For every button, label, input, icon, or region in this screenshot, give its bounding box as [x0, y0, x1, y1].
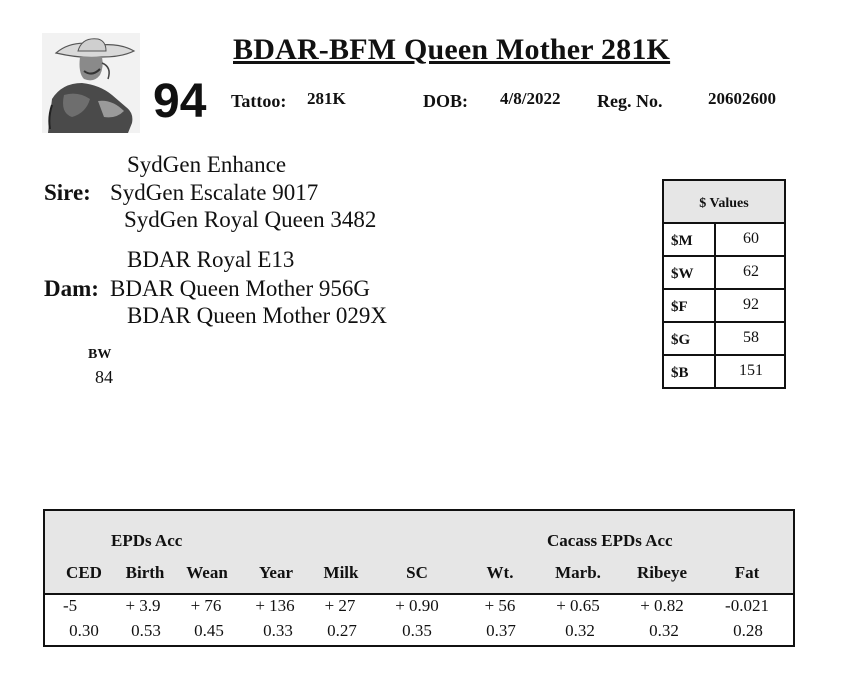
epd-group-label: EPDs Acc — [111, 531, 183, 550]
epd-value: + 56 — [484, 596, 516, 615]
col-header-ced: CED — [66, 563, 102, 582]
dollar-value-key: $B — [664, 356, 716, 387]
dollar-values-box — [662, 179, 786, 389]
dollar-value-key: $M — [664, 224, 716, 255]
acc-value: 0.53 — [131, 621, 161, 640]
dam-label: Dam: — [44, 276, 99, 301]
epd-value: + 136 — [255, 596, 295, 615]
acc-value: 0.28 — [733, 621, 763, 640]
dob-label: DOB: — [423, 91, 468, 111]
acc-value: 0.32 — [649, 621, 679, 640]
bw-value: 84 — [95, 367, 113, 387]
acc-value: 0.33 — [263, 621, 293, 640]
lot-number: 94 — [153, 75, 207, 128]
col-header-fat: Fat — [734, 563, 760, 582]
dollar-value-num: 60 — [743, 230, 759, 247]
col-header-year: Year — [259, 563, 293, 582]
animal-title: BDAR-BFM Queen Mother 281K — [233, 33, 671, 66]
reg-label: Reg. No. — [597, 91, 663, 111]
epd-value: -0.021 — [725, 596, 769, 615]
epd-value: -5 — [63, 596, 78, 615]
dam-sire: BDAR Royal E13 — [127, 247, 295, 272]
col-header-ribeye: Ribeye — [636, 563, 688, 582]
sire-sire: SydGen Enhance — [127, 152, 287, 177]
dollar-value-num: 58 — [743, 329, 759, 346]
dam-dam: BDAR Queen Mother 029X — [127, 303, 387, 328]
acc-value: 0.35 — [402, 621, 432, 640]
dollar-value-row — [664, 356, 784, 387]
dollar-value-num: 62 — [743, 263, 759, 280]
dollar-value-key: $F — [664, 290, 716, 321]
dam-name: BDAR Queen Mother 956G — [110, 276, 370, 301]
col-header-wean: Wean — [186, 563, 228, 582]
dollar-values-header: $ Values — [664, 181, 784, 224]
epd-table — [43, 509, 795, 647]
epd-value: + 27 — [324, 596, 356, 615]
dollar-value-row — [664, 323, 784, 356]
acc-value: 0.32 — [565, 621, 595, 640]
bw-label: BW — [88, 347, 112, 362]
epd-value: + 76 — [190, 596, 222, 615]
col-header-milk: Milk — [323, 563, 359, 582]
dollar-value-row — [664, 224, 784, 257]
dollar-value-num: 92 — [743, 296, 759, 313]
dob-value: 4/8/2022 — [500, 89, 561, 108]
col-header-sc: SC — [406, 563, 428, 582]
dollar-value-row — [664, 290, 784, 323]
acc-value: 0.37 — [486, 621, 516, 640]
reg-value: 20602600 — [708, 89, 776, 108]
acc-value: 0.45 — [194, 621, 224, 640]
epd-value: + 3.9 — [125, 596, 161, 615]
epd-value: + 0.82 — [640, 596, 684, 615]
col-header-marb: Marb. — [555, 563, 601, 582]
epd-value: + 0.90 — [395, 596, 439, 615]
dollar-value-row — [664, 257, 784, 290]
sire-name: SydGen Escalate 9017 — [110, 180, 319, 205]
dollar-value-key: $G — [664, 323, 716, 354]
cowboy-logo — [42, 33, 140, 133]
acc-value: 0.30 — [69, 621, 99, 640]
epd-value: + 0.65 — [556, 596, 600, 615]
sire-dam: SydGen Royal Queen 3482 — [124, 207, 377, 232]
acc-value: 0.27 — [327, 621, 357, 640]
sire-label: Sire: — [44, 180, 91, 205]
col-header-wt: Wt. — [486, 563, 514, 582]
carcass-group-label: Cacass EPDs Acc — [547, 531, 673, 550]
tattoo-value: 281K — [307, 89, 346, 108]
col-header-birth: Birth — [125, 563, 165, 582]
tattoo-label: Tattoo: — [231, 91, 287, 111]
dollar-value-num: 151 — [739, 362, 763, 379]
dollar-value-key: $W — [664, 257, 716, 288]
